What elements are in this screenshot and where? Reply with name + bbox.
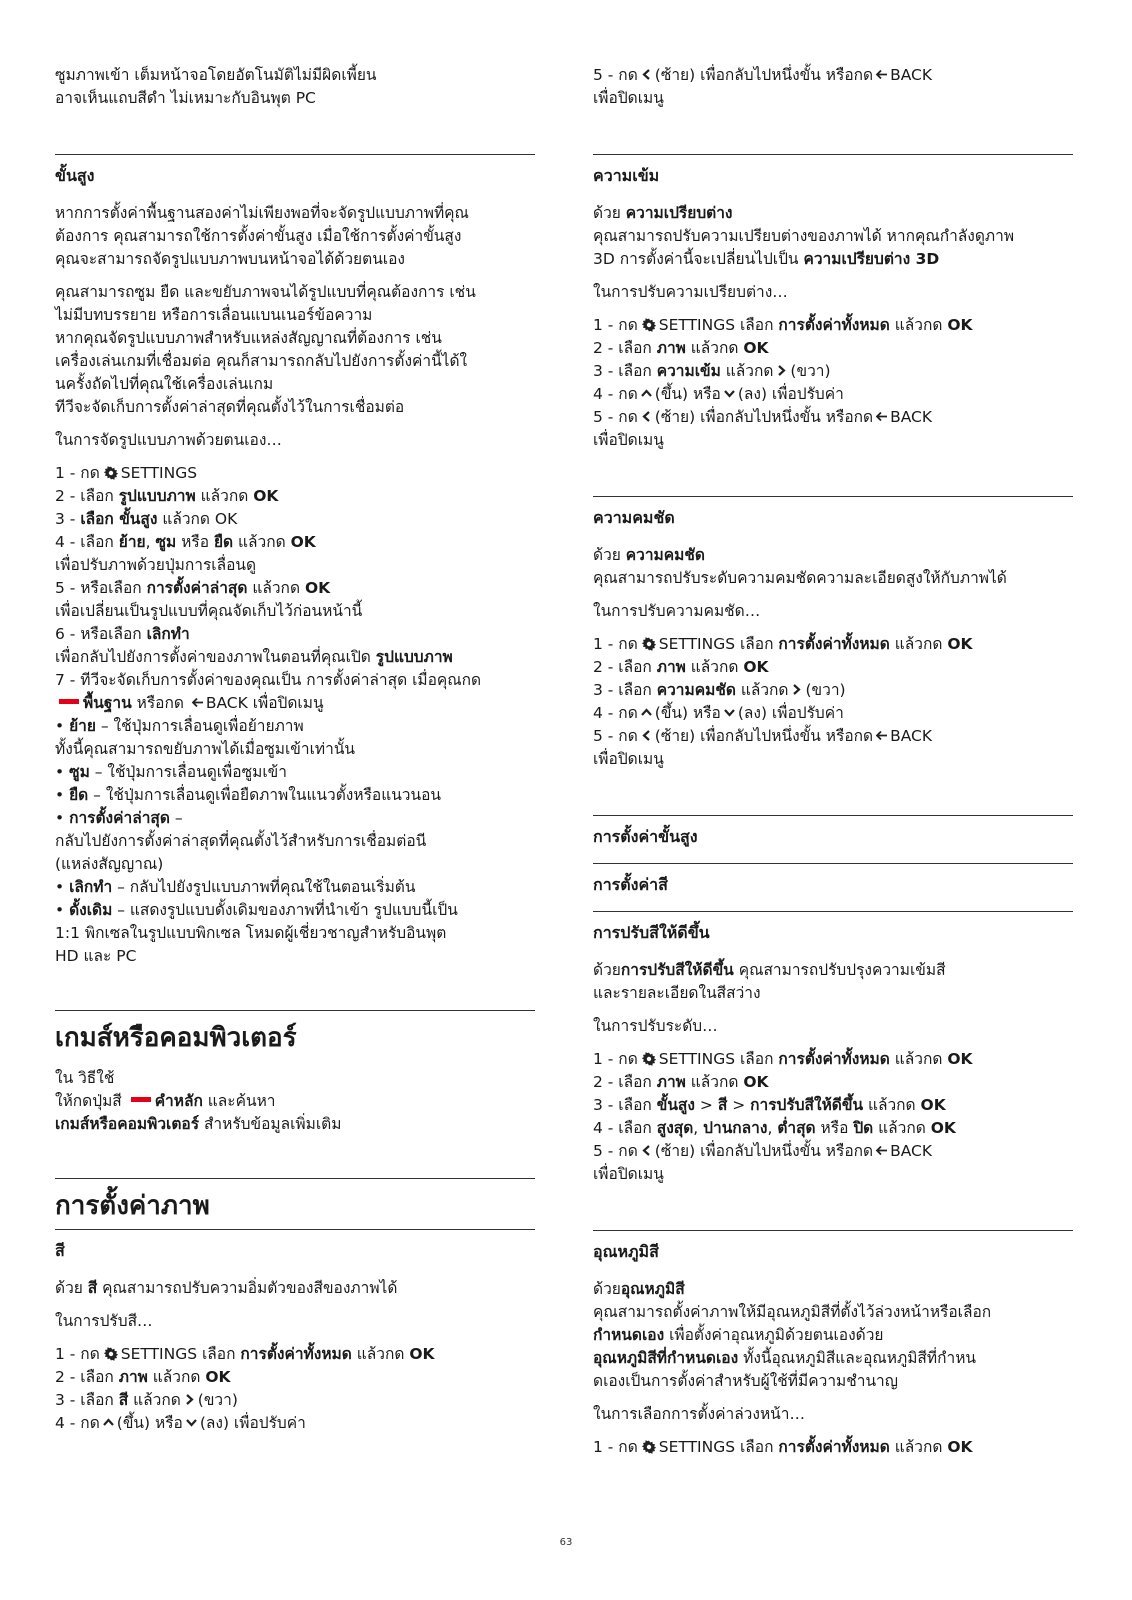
step-2: 2 - เลือก รูปแบบภาพ แล้วกด OK: [55, 487, 279, 505]
paragraph-line: 3D การตั้งค่านี้จะเปลี่ยนไปเป็น ความเปรียบต่าง 3D: [593, 250, 940, 268]
back-arrow-icon: [875, 1144, 888, 1157]
step-4-cont: เพื่อปรับภาพด้วยปุ่มการเลื่อนดู: [55, 556, 257, 574]
chevron-down-icon: [723, 706, 736, 719]
gear-icon: [104, 466, 118, 480]
paragraph-line: ในการปรับระดับ…: [593, 1017, 718, 1035]
step-2: 2 - เลือก ภาพ แล้วกด OK: [593, 658, 769, 676]
chevron-left-icon: [640, 68, 653, 81]
bullet-last: • การตั้งค่าล่าสุด –: [55, 809, 183, 827]
chevron-left-icon: [640, 729, 653, 742]
gear-icon: [642, 1052, 656, 1066]
step-5: 5 - กด (ซ้าย) เพื่อกลับไปหนึ่งขั้น หรือกด BACK: [593, 727, 933, 745]
chevron-down-icon: [185, 1416, 198, 1429]
step-7-cont: พื้นฐาน หรือกด BACK เพื่อปิดเมนู: [55, 692, 535, 715]
step-1: 1 - กด SETTINGS: [55, 464, 198, 482]
bullet-original-cont: HD และ PC: [55, 947, 137, 965]
section-heading-contrast: ความเข้ม: [593, 154, 1073, 188]
paragraph-line: คุณสามารถปรับความเปรียบต่างของภาพได้ หากคุณกำลังดูภาพ: [593, 227, 1015, 245]
subheading: ด้วย ความคมชัด: [593, 546, 705, 564]
bullet-move: • ย้าย – ใช้ปุ่มการเลื่อนดูเพื่อย้ายภาพ: [55, 717, 304, 735]
bullet-move-cont: ทั้งนี้คุณสามารถขยับภาพได้เมื่อซูมเข้าเท่านั้น: [55, 740, 356, 758]
section-heading-advanced: ขั้นสูง: [55, 154, 535, 188]
step-6-cont: เพื่อกลับไปยังการตั้งค่าของภาพในตอนที่คุณเปิด รูปแบบภาพ: [55, 648, 453, 666]
step-3: 3 - เลือก สี แล้วกด (ขวา): [55, 1391, 238, 1409]
paragraph-line: ในการเลือกการตั้งค่าล่วงหน้า…: [593, 1405, 805, 1423]
paragraph-line: ในการจัดรูปแบบภาพด้วยตนเอง…: [55, 431, 282, 449]
paragraph-line: ด้วยการปรับสีให้ดีขึ้น คุณสามารถปรับปรุงความเข้มสี: [593, 961, 946, 979]
chevron-right-icon: [775, 364, 788, 377]
section-heading-color-enhancement: การปรับสีให้ดีขึ้น: [593, 911, 1073, 945]
chevron-left-icon: [640, 1144, 653, 1157]
step-3: 3 - เลือก ขั้นสูง แล้วกด OK: [55, 510, 238, 528]
paragraph-line: อุณหภูมิสีที่กำหนดเอง ทั้งนี้อุณหภูมิสีและอุณหภูมิสีที่กำหน: [593, 1349, 977, 1367]
step-2: 2 - เลือก ภาพ แล้วกด OK: [593, 339, 769, 357]
step-1: 1 - กด SETTINGS เลือก การตั้งค่าทั้งหมด แล้วกด OK: [593, 635, 973, 653]
paragraph-line: ดเองเป็นการตั้งค่าสำหรับผู้ใช้ที่มีความชำนาญ: [593, 1372, 898, 1390]
step-5-cont: เพื่อเปลี่ยนเป็นรูปแบบที่คุณจัดเก็บไว้ก่อนหน้านี้: [55, 602, 363, 620]
step-6: 6 - หรือเลือก เลิกทำ: [55, 625, 190, 643]
chevron-up-icon: [640, 387, 653, 400]
paragraph-line: และรายละเอียดในสีสว่าง: [593, 984, 761, 1002]
step-4: 4 - กด (ขึ้น) หรือ (ลง) เพื่อปรับค่า: [55, 1414, 306, 1432]
paragraph-line: เครื่องเล่นเกมที่เชื่อมต่อ คุณก็สามารถกลับไปยังการตั้งค่านี้ได้ใ: [55, 352, 468, 370]
gear-icon: [642, 1440, 656, 1454]
step-2: 2 - เลือก ภาพ แล้วกด OK: [55, 1368, 231, 1386]
step-4: 4 - เลือก ย้าย, ซูม หรือ ยืด แล้วกด OK: [55, 533, 316, 551]
subheading: ด้วยอุณหภูมิสี: [593, 1280, 685, 1298]
paragraph-line: ไม่มีบทบรรยาย หรือการเลื่อนแบนเนอร์ข้อความ: [55, 306, 373, 324]
paragraph-line: ในการปรับความคมชัด…: [593, 602, 761, 620]
step-7: 7 - ทีวีจะจัดเก็บการตั้งค่าของคุณเป็น การตั้งค่าล่าสุด เมื่อคุณกด: [55, 671, 482, 689]
page-number: 63: [559, 1537, 573, 1548]
step-5: 5 - กด (ซ้าย) เพื่อกลับไปหนึ่งขั้น หรือกด BACK: [593, 66, 933, 84]
paragraph-line: ใน วิธีใช้: [55, 1069, 115, 1087]
paragraph-line: กำหนดเอง เพื่อตั้งค่าอุณหภูมิด้วยตนเองด้วย: [593, 1326, 884, 1344]
paragraph-line: ในการปรับความเปรียบต่าง…: [593, 283, 788, 301]
paragraph-line: ต้องการ คุณสามารถใช้การตั้งค่าขั้นสูง เมื่อใช้การตั้งค่าขั้นสูง: [55, 227, 462, 245]
step-5-cont: เพื่อปิดเมนู: [593, 89, 664, 107]
left-column: [55, 64, 535, 1435]
bullet-original-cont: 1:1 พิกเซลในรูปแบบพิกเซล โหมดผู้เชี่ยวชาญสำหรับอินพุต: [55, 924, 447, 942]
step-1: 1 - กด SETTINGS เลือก การตั้งค่าทั้งหมด แล้วกด OK: [593, 316, 973, 334]
bullet-last-cont: กลับไปยังการตั้งค่าล่าสุดที่คุณตั้งไว้สำหรับการเชื่อมต่อนี: [55, 832, 427, 850]
chevron-left-icon: [640, 410, 653, 423]
red-key-icon: [131, 1097, 151, 1102]
paragraph-line: เกมส์หรือคอมพิวเตอร์ สำหรับข้อมูลเพิ่มเติม: [55, 1115, 342, 1133]
chevron-right-icon: [790, 683, 803, 696]
step-1: 1 - กด SETTINGS เลือก การตั้งค่าทั้งหมด แล้วกด OK: [55, 1345, 435, 1363]
paragraph-line: ให้กดปุ่มสี คำหลัก และค้นหา: [55, 1092, 276, 1110]
bullet-stretch: • ยืด – ใช้ปุ่มการเลื่อนดูเพื่อยืดภาพในแนวตั้งหรือแนวนอน: [55, 786, 442, 804]
gear-icon: [104, 1347, 118, 1361]
section-heading-color-temperature: อุณหภูมิสี: [593, 1230, 1073, 1264]
bullet-last-cont: (แหล่งสัญญาณ): [55, 855, 164, 873]
section-heading-game: เกมส์หรือคอมพิวเตอร์: [55, 1010, 535, 1055]
bullet-zoom: • ซูม – ใช้ปุ่มการเลื่อนดูเพื่อซูมเข้า: [55, 763, 287, 781]
step-3: 3 - เลือก ความเข้ม แล้วกด (ขวา): [593, 362, 831, 380]
paragraph-line: คุณจะสามารถจัดรูปแบบภาพบนหน้าจอได้ด้วยตนเอง: [55, 250, 405, 268]
step-5: 5 - กด (ซ้าย) เพื่อกลับไปหนึ่งขั้น หรือกด BACK: [593, 408, 933, 426]
paragraph-line: ด้วย สี คุณสามารถปรับความอิ่มตัวของสีของภาพได้: [55, 1279, 398, 1297]
step-2: 2 - เลือก ภาพ แล้วกด OK: [593, 1073, 769, 1091]
paragraph-line: คุณสามารถซูม ยืด และขยับภาพจนได้รูปแบบที่คุณต้องการ เช่น: [55, 283, 476, 301]
section-heading-sharpness: ความคมชัด: [593, 496, 1073, 530]
chevron-right-icon: [183, 1393, 196, 1406]
intro-line: ซูมภาพเข้า เต็มหน้าจอโดยอัตโนมัติไม่มีผิดเพี้ยน: [55, 66, 377, 84]
gear-icon: [642, 637, 656, 651]
step-1: 1 - กด SETTINGS เลือก การตั้งค่าทั้งหมด แล้วกด OK: [593, 1438, 973, 1456]
step-5: 5 - กด (ซ้าย) เพื่อกลับไปหนึ่งขั้น หรือกด BACK: [593, 1142, 933, 1160]
right-column: [593, 64, 1073, 1459]
step-3: 3 - เลือก ขั้นสูง > สี > การปรับสีให้ดีขึ้น แล้วกด OK: [593, 1096, 946, 1114]
step-5-cont: เพื่อปิดเมนู: [593, 1165, 664, 1183]
intro-line: อาจเห็นแถบสีดำ ไม่เหมาะกับอินพุต PC: [55, 89, 316, 107]
section-heading-picture: การตั้งค่าภาพ: [55, 1178, 535, 1223]
paragraph-line: คุณสามารถตั้งค่าภาพให้มีอุณหภูมิสีที่ตั้งไว้ล่วงหน้าหรือเลือก: [593, 1303, 992, 1321]
paragraph-line: คุณสามารถปรับระดับความคมชัดความละเอียดสูงให้กับภาพได้: [593, 569, 1007, 587]
bullet-original: • ดั้งเดิม – แสดงรูปแบบดั้งเดิมของภาพที่นำเข้า รูปแบบนี้เป็น: [55, 901, 458, 919]
bullet-undo: • เลิกทำ – กลับไปยังรูปแบบภาพที่คุณใช้ในตอนเริ่มต้น: [55, 878, 416, 896]
chevron-up-icon: [640, 706, 653, 719]
section-heading-advanced-settings: การตั้งค่าขั้นสูง: [593, 815, 1073, 849]
step-5-cont: เพื่อปิดเมนู: [593, 431, 664, 449]
back-arrow-icon: [875, 729, 888, 742]
red-key-icon: [59, 699, 79, 704]
paragraph-line: หากการตั้งค่าพื้นฐานสองค่าไม่เพียงพอที่จะจัดรูปแบบภาพที่คุณ: [55, 204, 469, 222]
back-arrow-icon: [875, 68, 888, 81]
back-arrow-icon: [875, 410, 888, 423]
step-5-cont: เพื่อปิดเมนู: [593, 750, 664, 768]
paragraph-line: นครั้งถัดไปที่คุณใช้เครื่องเล่นเกม: [55, 375, 274, 393]
step-4: 4 - เลือก สูงสุด, ปานกลาง, ต่ำสุด หรือ ปิด แล้วกด OK: [593, 1119, 956, 1137]
step-3: 3 - เลือก ความคมชัด แล้วกด (ขวา): [593, 681, 846, 699]
step-1: 1 - กด SETTINGS เลือก การตั้งค่าทั้งหมด แล้วกด OK: [593, 1050, 973, 1068]
back-arrow-icon: [191, 696, 204, 709]
paragraph-line: ในการปรับสี…: [55, 1312, 153, 1330]
paragraph-line: ทีวีจะจัดเก็บการตั้งค่าล่าสุดที่คุณตั้งไว้ในการเชื่อมต่อ: [55, 398, 405, 416]
step-4: 4 - กด (ขึ้น) หรือ (ลง) เพื่อปรับค่า: [593, 704, 844, 722]
section-heading-color: สี: [55, 1229, 535, 1263]
step-5: 5 - หรือเลือก การตั้งค่าล่าสุด แล้วกด OK: [55, 579, 331, 597]
subheading: ด้วย ความเปรียบต่าง: [593, 204, 733, 222]
chevron-up-icon: [102, 1416, 115, 1429]
paragraph-line: หากคุณจัดรูปแบบภาพสำหรับแหล่งสัญญาณที่ต้องการ เช่น: [55, 329, 442, 347]
section-heading-color-settings: การตั้งค่าสี: [593, 863, 1073, 897]
chevron-down-icon: [723, 387, 736, 400]
gear-icon: [642, 318, 656, 332]
step-4: 4 - กด (ขึ้น) หรือ (ลง) เพื่อปรับค่า: [593, 385, 844, 403]
